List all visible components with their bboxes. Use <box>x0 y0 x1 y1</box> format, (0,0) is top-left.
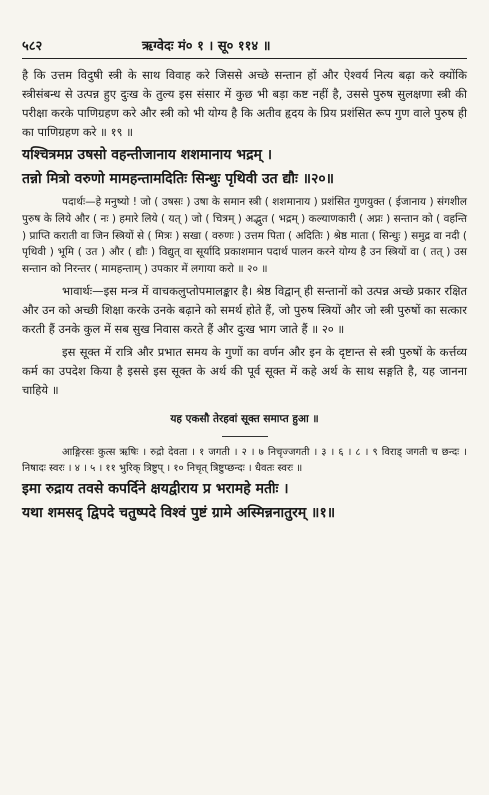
conclusion-paragraph: इस सूक्त में रात्रि और प्रभात समय के गुणों का वर्णन और इन के दृष्टान्त से स्त्री पुरुषों के कर्त्तव्य कर्म का उपदेश किया है इससे इस सूक्त के अर्थ की पूर्व सूक्त में कहे अर्थ के साथ सङ्गति है, यह जानना चाहिये ॥ <box>22 344 467 397</box>
page-body <box>22 66 467 525</box>
sukta-end-note: यह एकसौ तेरहवां सूक्त समाप्त हुआ ॥ <box>170 412 319 425</box>
next-mantra-line-2: यथा शमसद् द्विपदे चतुष्पदे विश्वं पुष्टं ग्रामे अस्मिन्ननातुरम् ॥१॥ <box>22 504 336 521</box>
padarth-paragraph: पदार्थः—हे मनुष्यो ! जो ( उषसः ) उषा के समान स्त्री ( शशमानाय ) प्रशंसित गुणयुक्त ( ईजानाय ) संगशील पुरुष के लिये और ( नः ) हमारे लिये ( यत् ) जो ( चित्रम् ) अद्भुत ( भद्रम् ) कल्याणकारी ( अप्नः ) सन्तान को ( वहन्ति ) प्राप्ति कराती वा जिन स्त्रियों से ( मित्रः ) सखा ( वरुणः ) उत्तम पिता ( अदितिः ) श्रेष्ठ माता ( सिन्धुः ) समुद्र वा नदी ( पृथिवी ) भूमि ( उत ) और ( द्यौः ) विद्युत् वा सूर्यादि प्रकाशमान पदार्थ पालन करने योग्य है उन स्त्रियों वा ( तत् ) उस सन्तान को निरन्तर ( मामहन्ताम् ) उपकार में लगाया करो ॥ २० ॥ <box>22 196 467 276</box>
continued-paragraph: है कि उत्तम विदुषी स्त्री के साथ विवाह करे जिससे अच्छे सन्तान हों और ऐश्वर्य नित्य बढ़ा करे क्योंकि स्त्रीसंबन्ध से उत्पन्न हुए दुःख के तुल्य इस संसार में कुछ भी बड़ा कष्ट नहीं है, उससे पुरुष सुलक्षणा स्त्री की परीक्षा करके पाणिग्रहण करे और स्त्री को भी योग्य है कि अतीव हृदय के प्रिय प्रशंसित रूप गुण वाले पुरुष ही का पाणिग्रहण करे ॥ १९ ॥ <box>22 68 467 139</box>
next-sukta-meta: आङ्गिरसः कुत्स ऋषिः । रुद्रो देवता । १ जगती । २ । ७ निचृज्जगती । ३ । ६ । ८ । ९ विराड् जगती च छन्दः । निषादः स्वरः । ४ । ५ । ११ भुरिक् त्रिष्टुप् । १० निचृत् त्रिष्टुप्छन्दः । धैवतः स्वरः ॥ <box>22 446 467 474</box>
header-rule <box>22 58 467 59</box>
mantra-20-line-1: यश्चित्रमप्न उषसो वहन्तीजानाय शशमानाय भद्रम् । <box>22 147 273 163</box>
running-title: ऋग्वेदः मं० १ । सू० ११४ ॥ <box>142 39 271 54</box>
page-header <box>22 36 467 52</box>
bhavarth-paragraph: भावार्थः—इस मन्त्र में वाचकलुप्तोपमालङ्कार है। श्रेष्ठ विद्वान् ही सन्तानों को उत्पन्न अच्छे प्रकार रक्षित और उन को अच्छी शिक्षा करके उनके बढ़ाने को समर्थ होते हैं, जो पुरुष स्त्रियों और जो स्त्री पुरुषों का सत्कार करती हैं उनके कुल में सब सुख निवास करते हैं और दुःख भाग जाते हैं ॥ २० ॥ <box>22 283 467 336</box>
mantra-20-line-2: तन्नो मित्रो वरुणो मामहन्तामदितिः सिन्धुः पृथिवी उत द्यौः ॥२०॥ <box>22 171 335 187</box>
page-number: ५८२ <box>22 39 43 54</box>
next-mantra-line-1: इमा रुद्राय तवसे कपर्दिने क्षयद्वीराय प्र भरामहे मतीः । <box>22 480 289 497</box>
section-divider <box>222 436 268 437</box>
